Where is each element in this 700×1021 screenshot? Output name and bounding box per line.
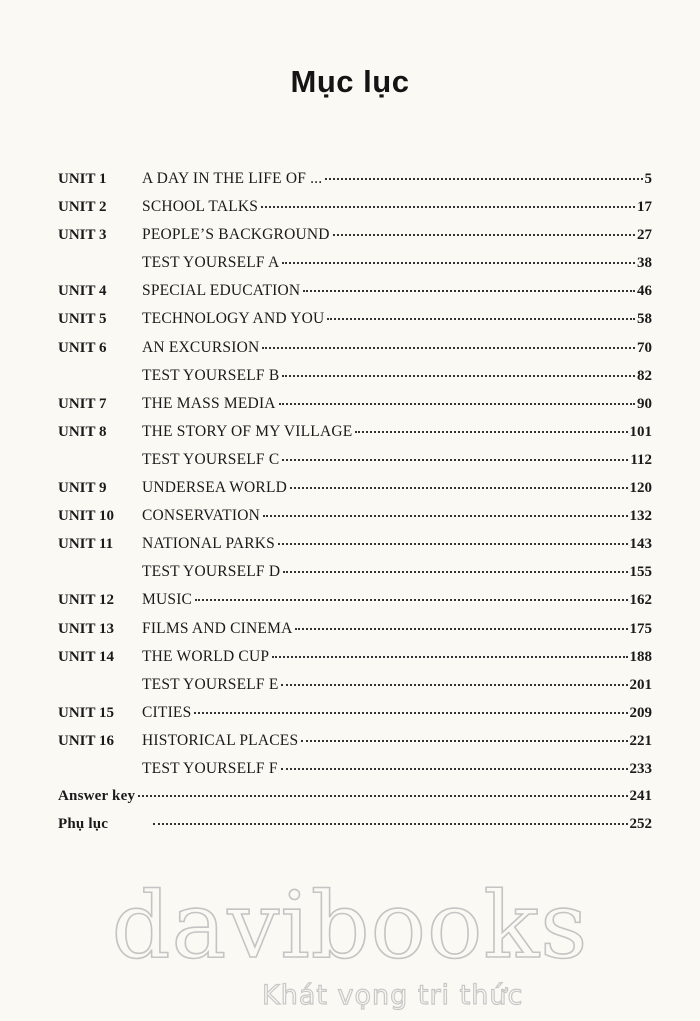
entry-title: SPECIAL EDUCATION xyxy=(142,282,301,300)
page-number: 209 xyxy=(629,704,652,721)
entry-title: MUSIC xyxy=(142,591,193,609)
page-number: 46 xyxy=(637,283,652,300)
toc-row-unit-3 xyxy=(58,226,652,254)
dot-leader xyxy=(283,571,627,573)
page-number: 233 xyxy=(629,760,652,777)
dot-leader xyxy=(281,768,628,770)
toc-row-unit-4 xyxy=(58,282,652,310)
entry-title: TEST YOURSELF D xyxy=(142,563,281,581)
unit-label: UNIT 10 xyxy=(58,508,114,525)
dot-leader xyxy=(262,347,635,349)
table-of-contents xyxy=(58,170,652,844)
toc-row-unit-16 xyxy=(58,732,652,760)
toc-row-unit-1 xyxy=(58,170,652,198)
page-number: 143 xyxy=(629,536,652,553)
watermark-slogan: Khát vọng tri thức xyxy=(262,980,524,1011)
page-number: 221 xyxy=(629,732,652,749)
entry-title: FILMS AND CINEMA xyxy=(142,619,293,637)
dot-leader xyxy=(278,543,628,545)
dot-leader xyxy=(138,795,627,797)
page-number: 38 xyxy=(637,255,652,272)
dot-leader xyxy=(153,823,628,825)
toc-row-unit-13 xyxy=(58,620,652,648)
entry-title: THE MASS MEDIA xyxy=(142,394,276,412)
toc-row-unit-2 xyxy=(58,198,652,226)
page-number: 27 xyxy=(637,227,652,244)
dot-leader xyxy=(261,206,635,208)
page-number: 82 xyxy=(637,367,652,384)
entry-title: TEST YOURSELF B xyxy=(142,366,280,384)
toc-row-appendix xyxy=(58,816,652,844)
dot-leader xyxy=(327,318,635,320)
page-number: 155 xyxy=(629,564,652,581)
unit-label: UNIT 9 xyxy=(58,480,107,497)
dot-leader xyxy=(195,599,627,601)
entry-title: A DAY IN THE LIFE OF ... xyxy=(142,170,323,187)
watermark xyxy=(0,872,700,1011)
entry-title: CONSERVATION xyxy=(142,507,260,525)
page-number: 112 xyxy=(630,451,652,468)
page-number: 252 xyxy=(629,816,652,833)
toc-row-test-d xyxy=(58,563,652,591)
answer-key-label: Answer key xyxy=(58,788,136,805)
entry-title: TEST YOURSELF A xyxy=(142,254,280,272)
page-number: 188 xyxy=(629,648,652,665)
toc-row-test-b xyxy=(58,367,652,395)
unit-label: UNIT 2 xyxy=(58,199,107,216)
entry-title: TECHNOLOGY AND YOU xyxy=(142,310,325,328)
unit-label: UNIT 6 xyxy=(58,339,107,356)
dot-leader xyxy=(355,431,627,433)
entry-title: CITIES xyxy=(142,703,192,721)
toc-row-unit-6 xyxy=(58,339,652,367)
dot-leader xyxy=(279,403,635,405)
dot-leader xyxy=(290,487,627,489)
page-number: 58 xyxy=(637,311,652,328)
entry-title: TEST YOURSELF E xyxy=(142,675,279,693)
unit-label: UNIT 16 xyxy=(58,732,114,749)
toc-row-test-c xyxy=(58,451,652,479)
unit-label: UNIT 4 xyxy=(58,283,107,300)
entry-title: UNDERSEA WORLD xyxy=(142,479,288,497)
unit-label: UNIT 8 xyxy=(58,423,107,440)
toc-row-answer-key xyxy=(58,788,652,816)
entry-title: HISTORICAL PLACES xyxy=(142,731,299,749)
toc-row-unit-5 xyxy=(58,310,652,338)
dot-leader xyxy=(333,234,635,236)
dot-leader xyxy=(194,712,627,714)
page-number: 132 xyxy=(629,508,652,525)
dot-leader xyxy=(281,684,627,686)
entry-title: THE STORY OF MY VILLAGE xyxy=(142,422,353,440)
entry-title: PEOPLE’S BACKGROUND xyxy=(142,226,330,244)
toc-row-unit-11 xyxy=(58,535,652,563)
unit-label: UNIT 15 xyxy=(58,704,114,721)
page-number: 162 xyxy=(629,592,652,609)
entry-title: THE WORLD CUP xyxy=(142,647,270,665)
dot-leader xyxy=(272,656,627,658)
dot-leader xyxy=(282,459,628,461)
toc-row-unit-15 xyxy=(58,704,652,732)
toc-row-test-a xyxy=(58,254,652,282)
page-number: 101 xyxy=(629,423,652,440)
unit-label: UNIT 12 xyxy=(58,592,114,609)
page-title: Mục lục xyxy=(290,64,410,99)
entry-title: TEST YOURSELF F xyxy=(142,759,278,777)
toc-row-unit-8 xyxy=(58,423,652,451)
dot-leader xyxy=(325,178,642,180)
unit-label: UNIT 14 xyxy=(58,648,114,665)
dot-leader xyxy=(282,375,635,377)
page-number: 90 xyxy=(637,395,652,412)
dot-leader xyxy=(301,740,627,742)
toc-row-unit-9 xyxy=(58,479,652,507)
page-number: 241 xyxy=(629,788,652,805)
unit-label: UNIT 13 xyxy=(58,620,114,637)
unit-label: UNIT 5 xyxy=(58,311,107,328)
page-number: 120 xyxy=(629,480,652,497)
page-number: 5 xyxy=(644,171,652,187)
toc-row-unit-14 xyxy=(58,648,652,676)
toc-row-unit-12 xyxy=(58,591,652,619)
dot-leader xyxy=(295,628,627,630)
page-number: 201 xyxy=(629,676,652,693)
page-number: 17 xyxy=(637,199,652,216)
page-number: 70 xyxy=(637,339,652,356)
entry-title: NATIONAL PARKS xyxy=(142,535,275,553)
unit-label: UNIT 11 xyxy=(58,536,114,553)
entry-title: SCHOOL TALKS xyxy=(142,198,259,216)
unit-label: UNIT 3 xyxy=(58,227,107,244)
watermark-brand: davibooks xyxy=(111,872,589,979)
toc-row-test-e xyxy=(58,676,652,704)
toc-row-unit-7 xyxy=(58,395,652,423)
unit-label: UNIT 7 xyxy=(58,395,107,412)
entry-title: TEST YOURSELF C xyxy=(142,450,280,468)
appendix-label: Phụ lục xyxy=(58,816,109,833)
dot-leader xyxy=(263,515,628,517)
unit-label: UNIT 1 xyxy=(58,171,107,187)
toc-row-unit-10 xyxy=(58,507,652,535)
page-number: 175 xyxy=(629,620,652,637)
dot-leader xyxy=(282,262,635,264)
entry-title: AN EXCURSION xyxy=(142,338,260,356)
dot-leader xyxy=(303,290,635,292)
toc-row-test-f xyxy=(58,760,652,788)
